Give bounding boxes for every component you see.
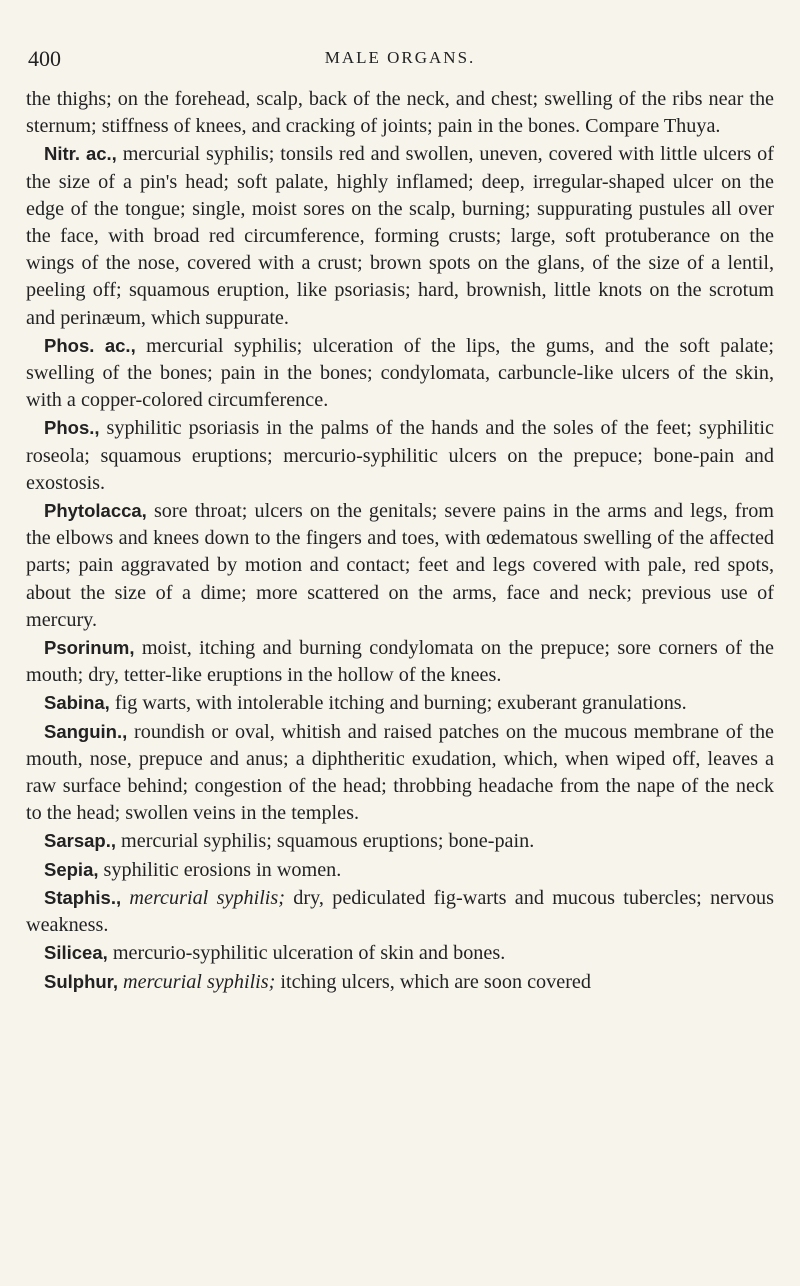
- remedy-text: syphilitic psoriasis in the palms of the hands and the soles of the feet; syphilitic roseola; squamous eruptions; mercurio-syphilitic ulcers on the prepuce; bone-pain and exostosis.: [26, 417, 774, 494]
- body-text: [26, 86, 774, 996]
- remedy-text: moist, itching and burning condylomata on the prepuce; sore corners of the mouth; dry, tetter-like eruptions in the hollow of the knees.: [26, 637, 774, 687]
- remedy-name: Nitr. ac.,: [44, 143, 117, 165]
- remedy-entry-psorinum: [26, 634, 774, 689]
- remedy-name: Phos. ac.,: [44, 334, 136, 356]
- remedy-entry-sabina: [26, 689, 774, 717]
- remedy-name: Sepia,: [44, 858, 99, 880]
- remedy-name: Sanguin.,: [44, 720, 128, 742]
- remedy-text: mercurio-syphilitic ulceration of skin and bones.: [107, 942, 506, 965]
- remedy-name: Phos.,: [44, 417, 100, 439]
- book-page: [26, 38, 774, 996]
- remedy-entry-sepia: [26, 856, 774, 884]
- remedy-entry-phytolacca: [26, 497, 774, 634]
- remedy-text: sore throat; ulcers on the genitals; severe pains in the arms and legs, from the elbows and knees down to the fingers and toes, with œdematous swelling of the affected parts; pain aggravated by motion and contact; feet and legs covered with pale, red spots, about the size of a dime; more scattered on the arms, face and neck; previous use of mercury.: [26, 500, 774, 631]
- remedy-entry-phos: [26, 414, 774, 497]
- remedy-entry-silicea: [26, 939, 774, 967]
- remedy-name: Sulphur,: [44, 970, 118, 992]
- remedy-entry-sulphur: [26, 968, 774, 996]
- remedy-text: mercurial syphilis; squamous eruptions; bone-pain.: [116, 830, 535, 853]
- remedy-name: Phytolacca,: [44, 500, 147, 522]
- remedy-text: mercurial syphilis; tonsils red and swollen, uneven, covered with little ulcers of the size of a pin's head; soft palate, highly inflamed; deep, irregular-shaped ulcer on the edge of the tongue; single, moist sores on the scalp, burning; suppurating pustules all over the face, with broad red circumference, forming crusts; large, soft protuberance on the wings of the nose, covered with a crust; brown spots on the glans, of the size of a lentil, peeling off; squamous eruption, like psoriasis; hard, brownish, little knots on the scrotum and perinæum, which suppurate.: [26, 143, 774, 329]
- remedy-text: dry, pediculated fig-warts and mucous tubercles; nervous weakness.: [26, 886, 774, 937]
- remedy-name: Sabina,: [44, 692, 110, 714]
- remedy-name: Psorinum,: [44, 637, 135, 659]
- page-number: 400: [28, 46, 61, 71]
- page-header: [26, 38, 774, 78]
- remedy-entry-phos-ac: [26, 332, 774, 415]
- remedy-text: syphilitic erosions in women.: [98, 858, 342, 881]
- remedy-italic-text: mercurial syphilis;: [121, 886, 285, 909]
- running-head: MALE ORGANS.: [324, 48, 476, 67]
- remedy-name: Sarsap.,: [44, 830, 116, 852]
- remedy-entry-nitr-ac: [26, 140, 774, 331]
- remedy-name: Staphis.,: [44, 886, 122, 908]
- continuation-paragraph: the thighs; on the forehead, scalp, back of the neck, and chest; swelling of the ribs near the sternum; stiffness of knees, and cracking of joints; pain in the bones. Compare Thuya.: [26, 88, 774, 138]
- remedy-name: Silicea,: [44, 942, 108, 964]
- remedy-text: fig warts, with intolerable itching and burning; exuberant granulations.: [109, 692, 687, 715]
- remedy-italic-text: mercurial syphilis;: [118, 970, 276, 993]
- remedy-entry-staphis: [26, 884, 774, 939]
- remedy-text: roundish or oval, whitish and raised patches on the mucous membrane of the mouth, nose, prepuce and anus; a diphtheritic exudation, which, when wiped off, leaves a raw surface behind; congestion of the head; throbbing headache from the nape of the neck to the head; swollen veins in the temples.: [26, 720, 774, 825]
- remedy-entry-sanguin: [26, 718, 774, 828]
- remedy-entry-sarsap: [26, 827, 774, 855]
- remedy-text: mercurial syphilis; ulceration of the lips, the gums, and the soft palate; swelling of the bones; pain in the bones; condylomata, carbuncle-like ulcers of the skin, with a copper-colored circumference.: [26, 334, 774, 412]
- remedy-text: itching ulcers, which are soon covered: [275, 970, 591, 993]
